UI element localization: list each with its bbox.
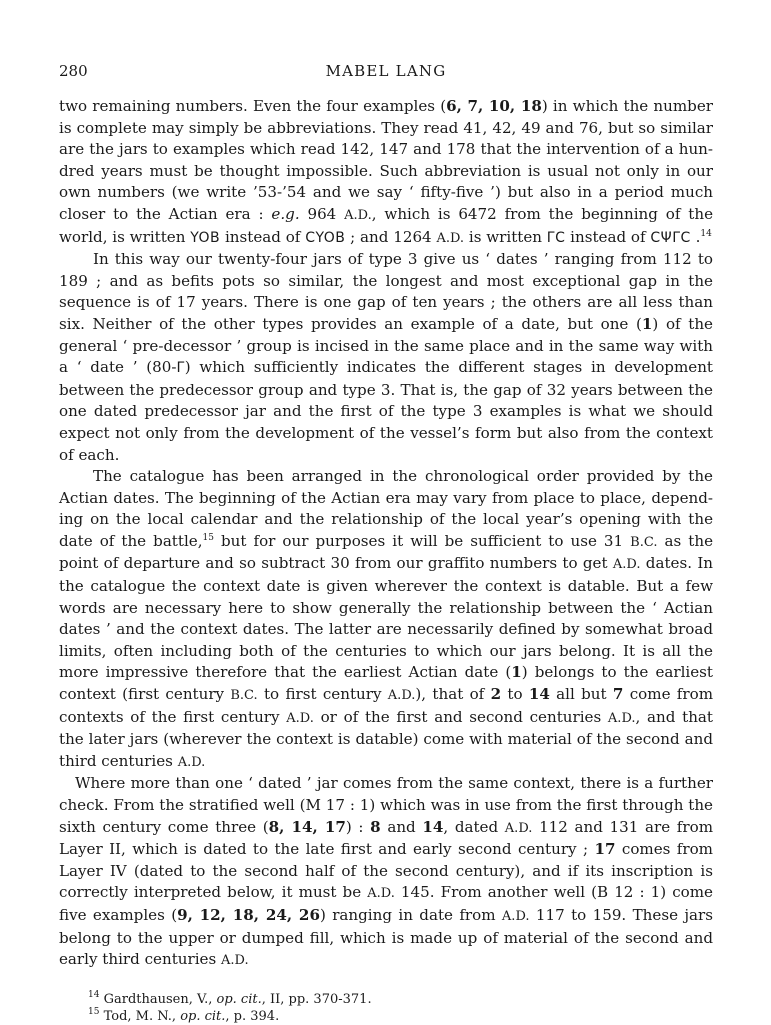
text-run: and	[380, 817, 423, 836]
text-run: The catalogue has been arranged in the chronological order provided by the Actian dates. The beginning of the Actian era may vary from place to place, depend-ing on the local calendar and the relationship of the local year’s opening with the date of the battle,	[59, 467, 713, 550]
text-run: dates. In the catalogue the context date is given wherever the context is datable. But a few words are necessary here to show generally the relationship between the ‘ Actian dates ’ and the context dates. The latter are necessarily defined by somewhat broad limits, often including both of the centuries to which our jars belong. It is all the more impressive therefore that the earliest Actian date (	[59, 554, 714, 682]
catalogue-ref: 9, 12, 18, 24, 26	[177, 905, 320, 924]
text-run: two remaining numbers. Even the four examples (	[59, 97, 447, 115]
text-run: but for our purposes it will be sufficient to use 31	[213, 531, 631, 550]
text-run: comes from Layer IV (dated to the second half of the second century), and if its inscription is correctly interpreted below, it must be	[59, 840, 713, 902]
text-run: as the point of departure and so subtract 30 from our graffito numbers to get	[59, 531, 714, 573]
greek-numeral: ϹYOB	[305, 229, 346, 246]
era-abbrev: B.C.	[230, 688, 258, 704]
text-run: ) belongs to the earliest context (first century	[59, 663, 713, 704]
footnote-pages: , II, pp. 370-371.	[261, 991, 372, 1007]
body-text	[59, 96, 713, 972]
paragraph-4	[59, 773, 713, 971]
text-run: ) of the general ‘ pre-decessor ’ group is incised in the same place and in the same way with a ‘ date ’ (80-	[59, 314, 713, 377]
catalogue-ref: 1	[511, 663, 522, 682]
footnote-author: Tod, M. N.,	[103, 1008, 181, 1024]
text-run: , dated	[443, 817, 505, 836]
page-number: 280	[59, 62, 88, 80]
era-abbrev: A.D.	[221, 953, 249, 969]
text-run: 112 and 131 are from Layer II, which is dated to the late first and early second century ;	[59, 817, 714, 859]
era-abbrev: A.D.	[344, 207, 372, 223]
text-run: 145. From another well (B 12 : 1) come five examples (	[59, 883, 713, 924]
footnote-pages: , p. 394.	[225, 1008, 280, 1024]
text-run: ) in which the number is complete may simply be abbreviations. They read 41, 42, 49 and 76, but so similar are the jars to examples which read 142, 147 and 178 that the intervention of a hun-dred years must be thought impossible. Such abbreviation is usual not only in our own numbers (we write ’53-’54 and we say ‘ fifty-five ’) but also in a period much closer to the Actian era :	[59, 97, 713, 223]
era-abbrev: A.D.	[504, 820, 533, 836]
era-abbrev: A.D.	[612, 557, 641, 573]
catalogue-ref: 14	[422, 817, 444, 836]
catalogue-ref: 1	[641, 314, 653, 333]
catalogue-ref: 17	[594, 840, 616, 859]
era-abbrev: A.D.	[501, 908, 530, 924]
paragraph-2	[59, 249, 713, 466]
text-run: to	[501, 685, 529, 704]
footnote-ref[interactable]: 14	[700, 228, 712, 239]
text-run: instead of	[565, 227, 651, 246]
footnote-ref-abbrev: op. cit.	[180, 1008, 226, 1024]
paragraph-3	[59, 466, 713, 773]
text-run: .	[690, 227, 701, 246]
footnote-number: 14	[88, 989, 100, 1000]
text-run: all but	[549, 685, 613, 704]
text-run: instead of	[220, 227, 306, 246]
italic-text: e.g.	[271, 204, 300, 223]
catalogue-ref: 14	[528, 685, 550, 704]
era-abbrev: A.D.	[177, 754, 206, 770]
text-run: is written	[464, 227, 547, 246]
text-run: come from contexts of the first century	[59, 685, 714, 726]
catalogue-ref: 7	[612, 685, 624, 704]
era-abbrev: A.D.	[607, 710, 636, 726]
page-header	[59, 62, 713, 84]
footnote-ref[interactable]: 15	[202, 532, 214, 543]
footnotes	[59, 991, 713, 1025]
text-run: to first century	[257, 685, 388, 704]
text-run: 117 to 159. These jars belong to the upper or dumped fill, which is made up of material of the second and early third centuries	[59, 905, 714, 969]
era-abbrev: A.D.	[367, 886, 395, 902]
text-run: ) ranging in date from	[319, 905, 502, 924]
catalogue-ref: 6, 7, 10, 18	[446, 97, 542, 115]
text-run: 964	[299, 204, 345, 223]
running-head: MABEL LANG	[325, 62, 447, 80]
greek-numeral: ΓϹ	[546, 229, 566, 246]
text-run: ), that of	[415, 685, 491, 704]
catalogue-ref: 8, 14, 17	[268, 817, 346, 836]
text-run: ) which sufficiently indicates the different stages in development between the predecessor group and type 3. That is, the gap of 32 years between the one dated predecessor jar and the first of the type 3 examples is what we should expect not only from the development of the vessel’s form but also from the context of each.	[59, 358, 714, 464]
catalogue-ref: 8	[370, 817, 381, 836]
footnote-author: Gardthausen, V.,	[103, 991, 217, 1007]
text-run: Where more than one ‘ dated ’ jar comes from the same context, there is a further check. From the stratified well (M 17 : 1) which was in use from the first through the sixth century come three (	[59, 774, 713, 836]
text-run: or of the first and second centuries	[313, 707, 608, 726]
era-abbrev: A.D.	[286, 710, 314, 726]
era-abbrev: A.D.	[436, 230, 465, 246]
text-run: , and that the later jars (wherever the context is datable) come with material of the second and third centuries	[59, 707, 713, 770]
text-run: ) :	[345, 817, 371, 836]
text-run: ; and 1264	[345, 227, 437, 246]
greek-numeral: ϹΨΓϹ	[650, 229, 691, 246]
era-abbrev: B.C.	[630, 534, 658, 550]
footnote-14	[88, 991, 713, 1008]
catalogue-ref: 2	[490, 685, 502, 704]
greek-numeral: Γ	[176, 360, 185, 377]
greek-numeral: YOB	[190, 229, 221, 246]
footnote-ref-abbrev: op. cit.	[216, 991, 262, 1007]
footnote-number: 15	[88, 1006, 100, 1017]
text-run: , which is 6472 from the beginning of the world, is written	[59, 204, 714, 246]
text-run: In this way our twenty-four jars of type 3 give us ‘ dates ’ ranging from 112 to 189 ; and as befits pots so similar, the longest and most exceptional gap in the sequence is of 17 years. There is one gap of ten years ; the others are all less than six. Neither of the other types provides an example of a date, but one (	[59, 250, 713, 333]
footnote-15	[88, 1008, 713, 1025]
paragraph-1	[59, 96, 713, 249]
era-abbrev: A.D.	[387, 688, 416, 704]
